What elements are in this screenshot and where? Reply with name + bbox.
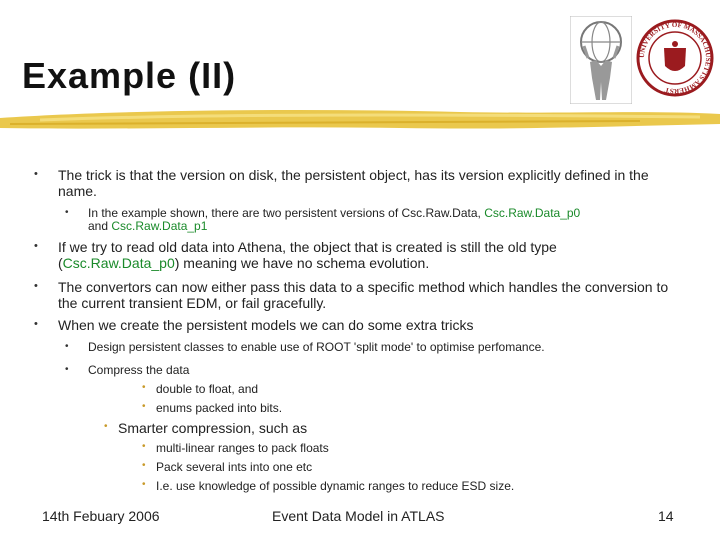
bullet-4-sub-2-item <box>142 382 656 396</box>
bullet-4-sub-2-item-text: double to float, and <box>156 382 259 396</box>
bullet-4-sub-1 <box>65 340 688 354</box>
bullet-1-sub-text-b: and <box>88 219 112 233</box>
bullet-2-text-b: ) meaning we have no schema evolution. <box>174 255 430 271</box>
umass-seal-logo <box>636 18 714 98</box>
footer-date: 14th Febuary 2006 <box>42 508 160 524</box>
bullet-dot: • <box>142 460 146 471</box>
bullet-4-sub-3 <box>104 420 618 436</box>
bullet-4-sub-2-text: Compress the data <box>88 363 190 377</box>
bullet-2-text-a: If we try to read old data into Athena, the object that is created is still the old type ( <box>58 239 557 271</box>
bullet-4-sub-3-item <box>142 441 656 455</box>
svg-text:UNIVERSITY OF MASSACHUSETTS AM: UNIVERSITY OF MASSACHUSETTS AMHERST <box>637 20 713 96</box>
bullet-1 <box>34 167 678 199</box>
class-name-p0-inline: Csc.Raw.Data_p0 <box>62 255 175 271</box>
page-number: 14 <box>658 508 674 524</box>
bullet-3 <box>34 279 678 311</box>
class-name-p0: Csc.Raw.Data_p0 <box>484 206 581 220</box>
bullet-4-sub-3-item-text: multi-linear ranges to pack floats <box>156 441 329 455</box>
bullet-1-sub <box>65 206 688 233</box>
bullet-dot: • <box>142 382 146 393</box>
bullet-4-text: When we create the persistent models we can do some extra tricks <box>58 317 474 333</box>
bullet-1-text: The trick is that the version on disk, the persistent object, has its version explicitly defined in the name. <box>58 167 649 199</box>
bullet-1-sub-text-a: In the example shown, there are two persistent versions of Csc.Raw.Data, <box>88 206 485 220</box>
bullet-4-sub-3-text: Smarter compression, such as <box>118 420 308 436</box>
bullet-dot: • <box>65 364 69 375</box>
bullet-dot: • <box>104 421 108 432</box>
bullet-dot: • <box>65 341 69 352</box>
atlas-logo <box>570 16 632 104</box>
bullet-4-sub-3-item <box>142 460 656 474</box>
footer-title: Event Data Model in ATLAS <box>272 508 445 524</box>
bullet-3-text: The convertors can now either pass this data to a specific method which handles the conversion to the current transient EDM, or fail gracefully. <box>58 279 669 311</box>
bullet-dot: • <box>65 207 69 218</box>
bullet-4-sub-3-item-text: I.e. use knowledge of possible dynamic ranges to reduce ESD size. <box>156 479 515 493</box>
class-name-p1: Csc.Raw.Data_p1 <box>111 219 208 233</box>
bullet-4 <box>34 317 678 333</box>
bullet-4-sub-3-item <box>142 479 656 493</box>
bullet-4-sub-1-text: Design persistent classes to enable use of ROOT 'split mode' to optimise perfomance. <box>88 340 545 354</box>
bullet-4-sub-3-item-text: Pack several ints into one etc <box>156 460 313 474</box>
bullet-dot: • <box>34 240 38 252</box>
slide-title: Example (II) <box>22 55 237 96</box>
bullet-4-sub-2-item-text: enums packed into bits. <box>156 401 283 415</box>
bullet-dot: • <box>142 479 146 490</box>
bullet-dot: • <box>142 401 146 412</box>
bullet-dot: • <box>34 318 38 330</box>
bullet-dot: • <box>34 168 38 180</box>
bullet-dot: • <box>34 280 38 292</box>
bullet-4-sub-2 <box>65 363 688 377</box>
bullet-4-sub-2-item <box>142 401 656 415</box>
bullet-dot: • <box>142 441 146 452</box>
title-underline-brush <box>0 100 720 140</box>
bullet-2 <box>34 239 678 271</box>
